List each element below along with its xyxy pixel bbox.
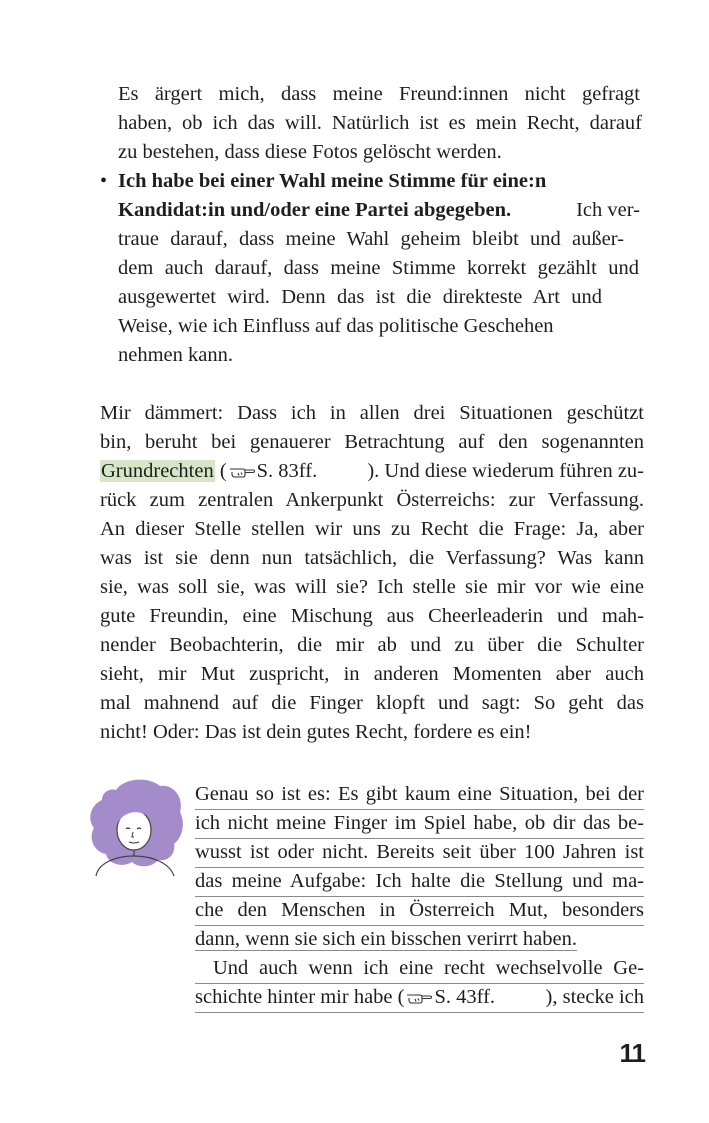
constitution-character-portrait	[86, 776, 186, 888]
item2-line-5: ausgewertet wird. Denn das ist die direkteste Art und	[118, 286, 602, 308]
item2-line-7: nehmen kann.	[118, 344, 233, 366]
ref-page[interactable]: S. 83ff.	[256, 460, 318, 482]
para-line-3-rest: ). Und diese wiederum führen zu-	[367, 460, 644, 482]
item2-line-2-rest: Ich ver-	[576, 199, 640, 221]
para-line-10: sieht, mir Mut zuspricht, in anderen Momenten aber auch	[100, 663, 644, 685]
page-number: 11	[619, 1038, 645, 1068]
para-line-9: nender Beobachterin, die mir ab und zu über die Schulter	[100, 634, 644, 656]
speech-line-1: Genau so ist es: Es gibt kaum eine Situation, bei der	[195, 780, 644, 810]
item2-line-3: traue darauf, dass meine Wahl geheim bleibt und außer-	[118, 228, 624, 250]
item1-line-2: haben, ob ich das will. Natürlich ist es mein Recht, darauf	[118, 112, 642, 134]
para-line-4: rück zum zentralen Ankerpunkt Österreichs: zur Verfassung.	[100, 489, 644, 511]
speech-line-2: ich nicht meine Finger im Spiel habe, ob dir das be-	[195, 809, 644, 839]
para-line-1: Mir dämmert: Dass ich in allen drei Situationen geschützt	[100, 402, 644, 424]
pointing-hand-icon	[229, 465, 255, 479]
speech-line-8-end: ), stecke ich	[545, 986, 644, 1008]
para-line-5: An dieser Stelle stellen wir uns zu Recht die Frage: Ja, aber	[100, 518, 644, 540]
ref-open-paren: (	[219, 460, 227, 482]
speech-line-6: dann, wenn sie sich ein bisschen verirrt haben.	[195, 928, 577, 950]
para-line-11: mal mahnend auf die Finger klopft und sagt: So geht das	[100, 692, 644, 714]
para-line-8: gute Freundin, eine Mischung aus Cheerleaderin und mah-	[100, 605, 644, 627]
speech-ref-page[interactable]: S. 43ff.	[434, 986, 496, 1008]
para-line-6: was ist sie denn nun tatsächlich, die Verfassung? Was kann	[100, 547, 644, 569]
pointing-hand-icon	[406, 991, 432, 1005]
speech-line-4: das meine Aufgabe: Ich halte die Stellung und ma-	[195, 867, 644, 897]
speech-line-8	[195, 983, 644, 1013]
item1-line-1: Es ärgert mich, dass meine Freund:innen nicht gefragt	[118, 83, 640, 105]
highlighted-term[interactable]: Grundrechten	[101, 460, 214, 482]
speech-line-6-wrap	[195, 925, 644, 954]
item2-line-6: Weise, wie ich Einfluss auf das politische Geschehen	[118, 315, 554, 337]
para-line-3	[100, 457, 644, 486]
bullet-point: •	[100, 170, 108, 192]
item2-bold-line-2: Kandidat:in und/oder eine Partei abgegeben.	[118, 199, 512, 221]
item2-bold-line-1: Ich habe bei einer Wahl meine Stimme für eine:n	[118, 170, 547, 192]
item2-line-4: dem auch darauf, dass meine Stimme korrekt gezählt und	[118, 257, 639, 279]
item1-line-3: zu bestehen, dass diese Fotos gelöscht werden.	[118, 141, 502, 163]
speech-line-8-start: schichte hinter mir habe (	[195, 986, 405, 1008]
speech-line-7: Und auch wenn ich eine recht wechselvolle Ge-	[195, 954, 644, 984]
para-line-12: nicht! Oder: Das ist dein gutes Recht, fordere es ein!	[100, 721, 532, 743]
speech-line-3: wusst ist oder nicht. Bereits seit über 100 Jahren ist	[195, 838, 644, 868]
para-line-7: sie, was soll sie, was will sie? Ich stelle sie mir vor wie eine	[100, 576, 644, 598]
para-line-2: bin, beruht bei genauerer Betrachtung auf den sogenannten	[100, 431, 644, 453]
item2-line-2	[118, 196, 640, 225]
speech-line-5: che den Menschen in Österreich Mut, besonders	[195, 896, 644, 926]
